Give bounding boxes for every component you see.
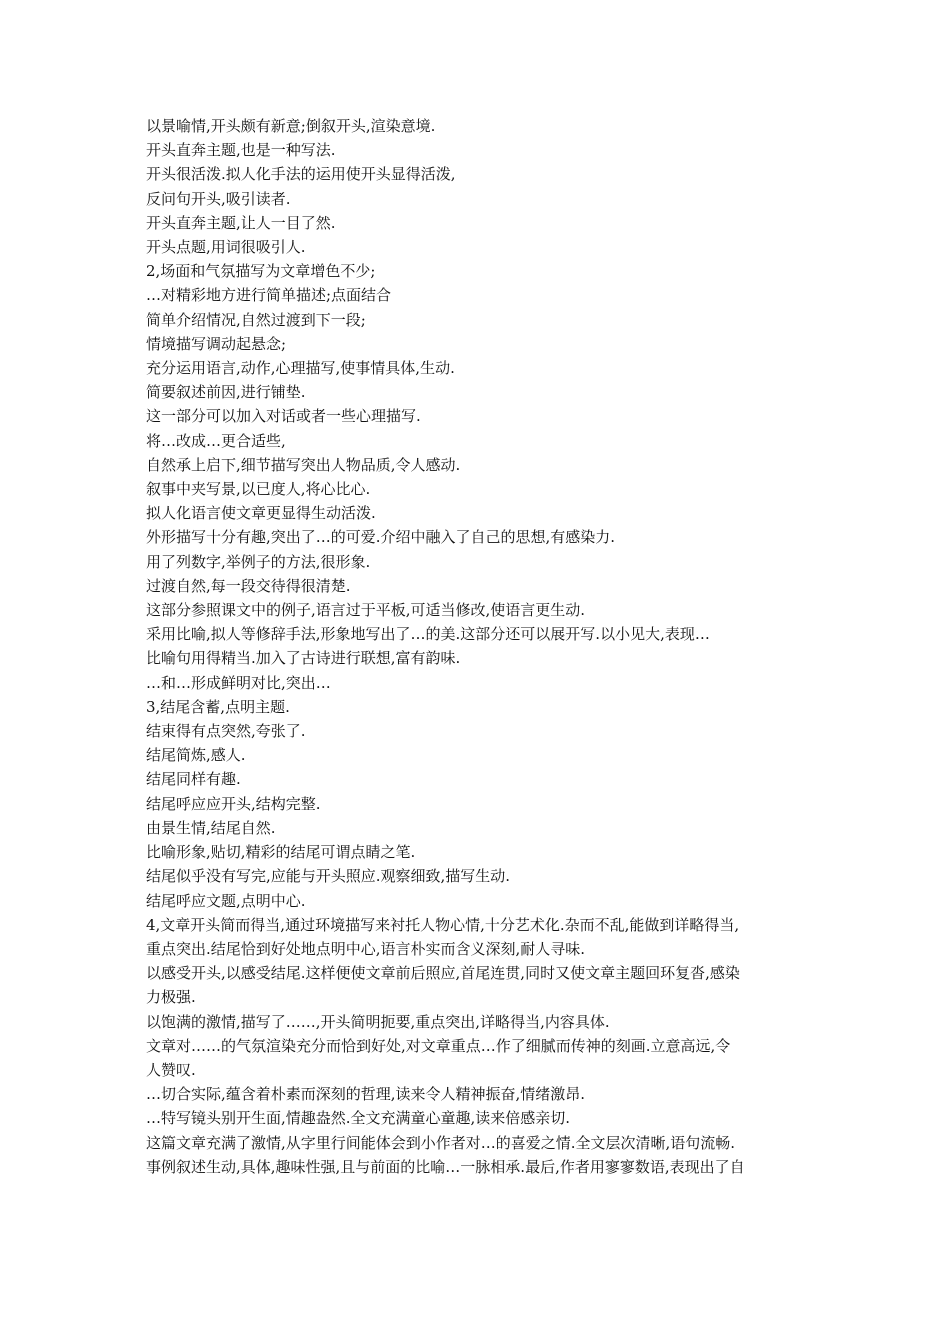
text-line: 事例叙述生动,具体,趣味性强,且与前面的比喻…一脉相承.最后,作者用寥寥数语,表现出了自 [146, 1157, 745, 1176]
text-line: 这一部分可以加入对话或者一些心理描写. [146, 407, 421, 426]
text-line: 情境描写调动起悬念; [146, 334, 287, 353]
text-line: 以感受开头,以感受结尾.这样便使文章前后照应,首尾连贯,同时又使文章主题回环复沓,感染 [146, 964, 740, 983]
text-line: 比喻形象,贴切,精彩的结尾可谓点睛之笔. [146, 843, 416, 862]
text-line: 拟人化语言使文章更显得生动活泼. [146, 504, 376, 523]
text-line: 过渡自然,每一段交待得很清楚. [146, 576, 351, 595]
text-line: 开头直奔主题,也是一种写法. [146, 141, 336, 160]
text-line: 结尾同样有趣. [146, 770, 241, 789]
text-line: 充分运用语言,动作,心理描写,使事情具体,生动. [146, 359, 455, 378]
text-line: …和…形成鲜明对比,突出… [146, 673, 331, 692]
text-line: 以饱满的激情,描写了……,开头简明扼要,重点突出,详略得当,内容具体. [146, 1012, 610, 1031]
text-line: 用了列数字,举例子的方法,很形象. [146, 552, 371, 571]
document-body [146, 114, 810, 1179]
text-line: 将…改成…更合适些, [146, 431, 286, 450]
text-line: 简单介绍情况,自然过渡到下一段; [146, 310, 366, 329]
text-line: 反问句开头,吸引读者. [146, 189, 291, 208]
text-line: 叙事中夹写景,以已度人,将心比心. [146, 480, 371, 499]
text-line: 开头很活泼.拟人化手法的运用使开头显得活泼, [146, 165, 456, 184]
text-line: 由景生情,结尾自然. [146, 818, 276, 837]
text-line: …切合实际,蕴含着朴素而深刻的哲理,读来令人精神振奋,情绪激昂. [146, 1085, 586, 1104]
text-line: 这篇文章充满了激情,从字里行间能体会到小作者对…的喜爱之情.全文层次清晰,语句流畅. [146, 1133, 736, 1152]
text-line: …特写镜头别开生面,情趣盎然.全文充满童心童趣,读来倍感亲切. [146, 1109, 571, 1128]
text-line: 2,场面和气氛描写为文章增色不少; [146, 262, 376, 281]
text-line: 以景喻情,开头颇有新意;倒叙开头,渲染意境. [146, 117, 436, 135]
text-line: 力极强. [146, 988, 196, 1007]
text-line: 重点突出.结尾恰到好处地点明中心,语言朴实而含义深刻,耐人寻味. [146, 939, 586, 958]
text-line: …对精彩地方进行简单描述;点面结合 [146, 286, 392, 305]
text-line: 开头点题,用词很吸引人. [146, 238, 306, 257]
text-line: 结尾简炼,感人. [146, 746, 246, 765]
text-line: 自然承上启下,细节描写突出人物品质,令人感动. [146, 455, 461, 474]
text-line: 简要叙述前因,进行铺垫. [146, 383, 306, 402]
text-line: 结束得有点突然,夸张了. [146, 722, 306, 741]
text-line: 比喻句用得精当.加入了古诗进行联想,富有韵味. [146, 649, 461, 668]
text-line: 采用比喻,拟人等修辞手法,形象地写出了…的美.这部分还可以展开写.以小见大,表现… [146, 625, 710, 644]
text-line: 这部分参照课文中的例子,语言过于平板,可适当修改,使语言更生动. [146, 601, 586, 620]
text-line: 外形描写十分有趣,突出了…的可爱.介绍中融入了自己的思想,有感染力. [146, 528, 616, 547]
text-line: 结尾呼应文题,点明中心. [146, 891, 306, 910]
text-line: 3,结尾含蓄,点明主题. [146, 697, 290, 716]
text-line: 文章对……的气氛渲染充分而恰到好处,对文章重点…作了细腻而传神的刻画.立意高远,令 [146, 1036, 731, 1055]
text-line: 人赞叹. [146, 1060, 196, 1079]
text-line: 开头直奔主题,让人一目了然. [146, 213, 336, 232]
text-line: 结尾似乎没有写完,应能与开头照应.观察细致,描写生动. [146, 867, 511, 886]
text-line: 结尾呼应应开头,结构完整. [146, 794, 321, 813]
text-line: 4,文章开头简而得当,通过环境描写来衬托人物心情,十分艺术化.杂而不乱,能做到详略得当, [146, 915, 740, 934]
